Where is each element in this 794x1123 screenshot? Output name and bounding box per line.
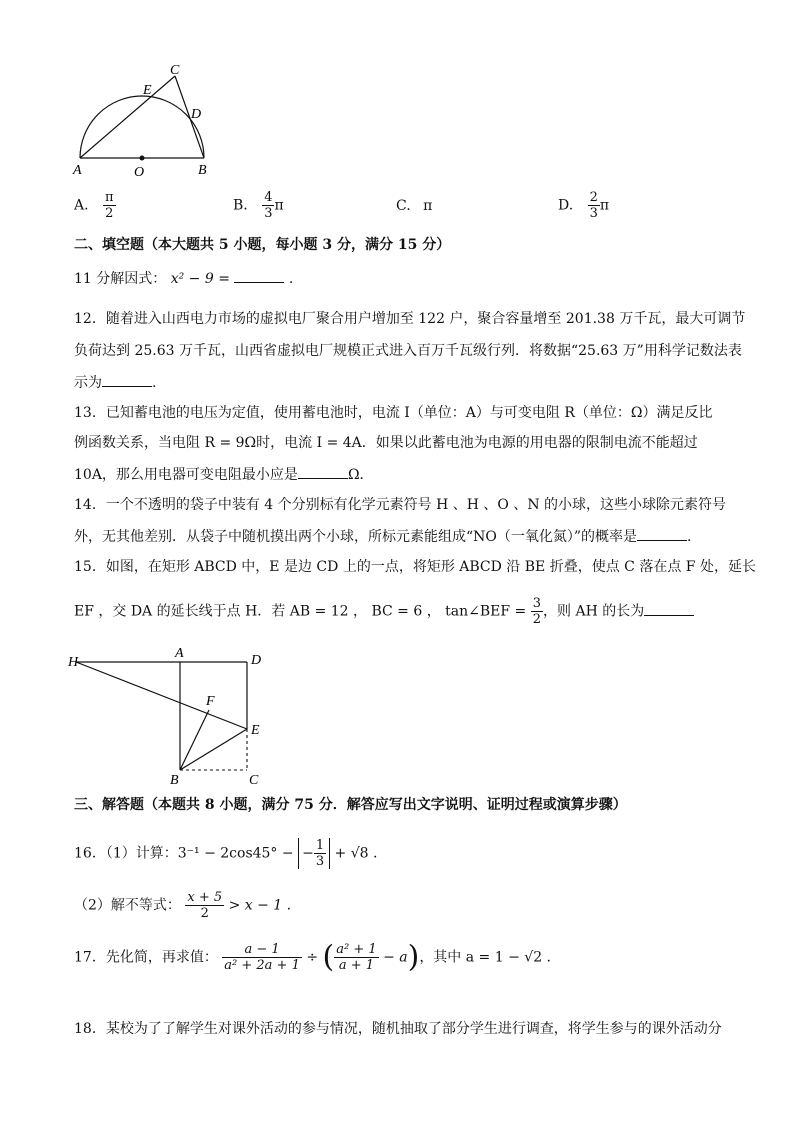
q16-p1-num: 1 [315,838,325,853]
q12-answer-blank[interactable] [102,372,152,387]
option-a [74,190,116,221]
q11-answer-blank[interactable] [234,268,284,283]
label-h: H [68,655,79,670]
option-c-letter: C. [396,198,411,214]
option-a-num: π [105,190,114,205]
q16-p1-text: 16．（1）计算：3⁻¹ − 2cos45° − [74,845,294,862]
question-13-line-2: 例函数关系，当电阻 R = 9Ω时，电流 I = 4A．如果以此蓄电池为电源的用电器的限制电流不能超过 [74,435,698,451]
q11-end: . [288,271,294,287]
option-d-num: 2 [589,190,598,205]
label-e: E [143,83,152,98]
q16-p1-end: + √8 . [334,845,378,862]
label-d: D [191,107,202,122]
section-3-heading: 三、解答题（本题共 8 小题，满分 75 分．解答应写出文字说明、证明过程或演算步骤） [74,797,627,813]
q17-f2-den: a + 1 [338,958,374,973]
label-e2: E [251,723,260,738]
q12-l3-text: 示为 [74,375,102,391]
question-11 [74,268,293,288]
q14-answer-blank[interactable] [637,526,687,541]
label-d2: D [251,653,262,668]
option-d [558,190,609,221]
q17-fraction-1 [222,942,302,973]
q12-l3-end: . [152,375,157,391]
q17-text: 17．先化简，再求值： [74,949,218,966]
question-16-part-2 [74,890,291,921]
q16-p1-den: 3 [315,854,325,869]
option-b-den: 3 [264,206,273,221]
label-o: O [134,165,145,180]
option-c-text: π [423,198,433,214]
segment-he [76,662,247,729]
q15-frac-num: 3 [532,596,542,611]
question-12-line-2: 负荷达到 25.63 万千瓦，山西省虚拟电厂规模正式进入百万千瓦级行列．将数据“25.63 万”用科学记数法表 [74,343,742,359]
label-a2: A [175,646,184,661]
question-13-line-1: 13．已知蓄电池的电压为定值，使用蓄电池时，电流 I（单位：A）与可变电阻 R（单位：Ω）满足反比 [74,405,713,421]
option-b-letter: B. [233,197,248,214]
question-13-line-3 [74,464,374,484]
q17-f2-num: a² + 1 [336,942,377,957]
option-d-letter: D. [558,197,574,214]
q17-minus-a: − a [383,949,408,966]
q15-l2-end: ，则 AH 的长为 [543,603,645,620]
label-f: F [206,694,215,709]
option-a-fraction [103,190,116,221]
q11-prefix: 11 分解因式： [74,271,167,287]
label-c2: C [249,773,259,786]
q14-l2-text: 外，无其他差别．从袋子中随机摸出两个小球，所标元素能组成“NO（一氧化氮）”的概率是 [74,529,638,545]
semicircle-figure [70,62,220,182]
option-c [396,198,432,214]
segment-ac [80,76,175,158]
q13-l3-end: Ω． [347,467,374,483]
q13-answer-blank[interactable] [298,464,348,479]
q17-fraction-2 [334,942,378,973]
option-d-fraction [588,190,600,221]
question-12-line-1: 12．随着进入山西电力市场的虚拟电厂聚合用户增加至 122 户，聚合容量增至 201.38 万千瓦，最大可调节 [74,311,746,327]
question-14-line-1: 14．一个不透明的袋子中装有 4 个分别标有化学元素符号 H 、H 、O 、N 的小球，这些小球除元素符号 [74,497,727,513]
section-2-heading: 二、填空题（本大题共 5 小题，每小题 3 分，满分 15 分） [74,237,451,253]
q15-frac-den: 2 [532,612,542,627]
q13-l3-text: 10A，那么用电器可变电阻最小应是 [74,467,298,483]
option-b-fraction [262,190,274,221]
label-a: A [73,163,82,178]
question-14-line-2 [74,526,692,546]
question-16-part-1 [74,838,377,869]
label-b: B [198,163,207,178]
q17-divide: ÷ [306,949,319,966]
q17-f1-num: a − 1 [222,942,302,958]
question-15-line-2 [74,596,694,627]
option-d-tail: π [599,197,610,214]
q16-p2-text: （2）解不等式： [74,897,181,914]
q16-p2-end: > x − 1 . [228,897,292,914]
q17-right-paren: ) [407,939,420,975]
q17-left-paren: ( [322,939,335,975]
q14-l2-end: . [687,529,692,545]
question-17 [74,939,552,975]
question-15-line-1: 15．如图，在矩形 ABCD 中，E 是边 CD 上的一点，将矩形 ABCD 沿 BE 折叠，使点 C 落在点 F 处，延长 [74,559,756,575]
q17-tail: ，其中 a = 1 − √2 . [419,949,552,966]
q16-p2-den: 2 [200,906,209,921]
question-18-line-1: 18．某校为了了解学生对课外活动的参与情况，随机抽取了部分学生进行调查，将学生参与的课外活动分 [74,1021,722,1037]
option-b [233,190,284,221]
q16-abs-fraction [314,838,326,869]
center-point-o [140,156,145,161]
q11-expr: x² − 9 = [170,271,230,287]
q16-p2-num: x + 5 [187,890,223,905]
q17-f1-den: a² + 2a + 1 [224,958,300,973]
q15-l2-text: EF ，交 DA 的延长线于点 H．若 AB = 12 ， BC = 6 ， tan∠BEF = [74,603,527,620]
option-a-den: 2 [105,206,114,221]
q15-answer-blank[interactable] [644,601,694,616]
q16-abs-value: − $\frac{1}{3}$ [298,838,330,869]
label-c: C [170,63,180,78]
option-b-num: 4 [264,190,273,205]
label-b2: B [170,773,179,786]
rectangle-fold-figure [66,644,278,786]
question-12-line-3 [74,372,156,392]
option-d-den: 3 [589,206,598,221]
q15-tan-fraction [531,596,543,627]
option-a-letter: A. [74,197,89,214]
q16-p2-fraction [185,890,224,921]
option-b-tail: π [274,197,284,214]
